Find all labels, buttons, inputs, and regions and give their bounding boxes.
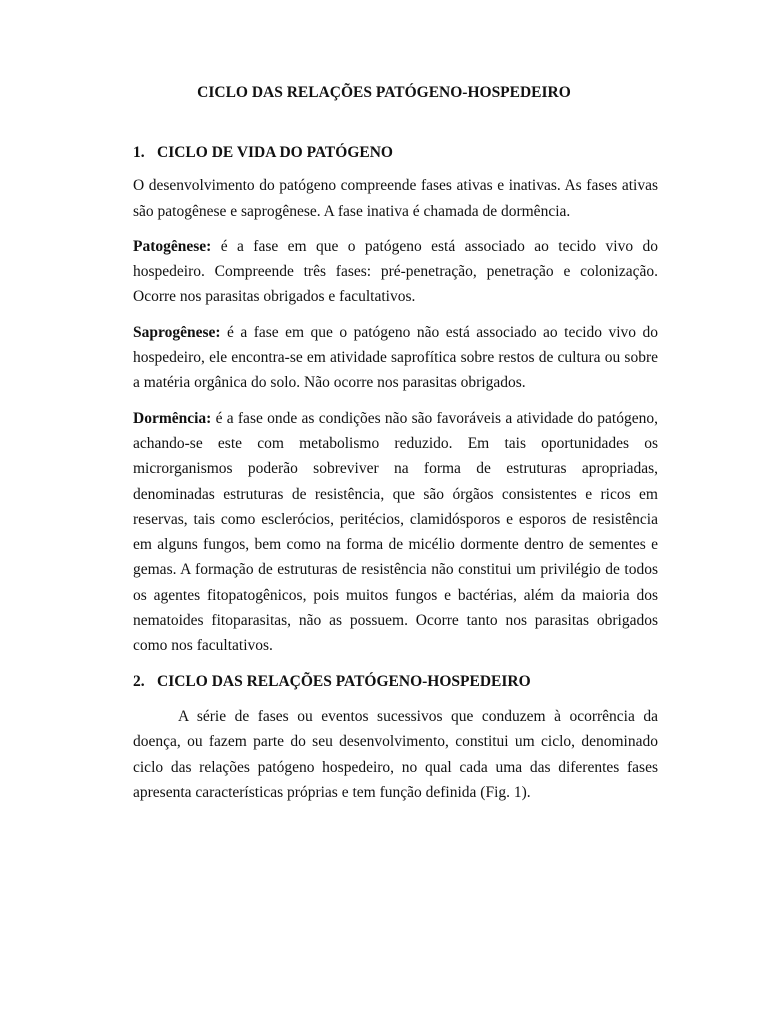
section-1-title: CICLO DE VIDA DO PATÓGENO bbox=[157, 144, 393, 161]
section-1-heading bbox=[133, 140, 658, 165]
saprogenese-paragraph bbox=[133, 320, 658, 396]
dormencia-term: Dormência: bbox=[133, 409, 212, 427]
patogenese-paragraph bbox=[133, 234, 658, 310]
section-2-title: CICLO DAS RELAÇÕES PATÓGENO-HOSPEDEIRO bbox=[157, 672, 531, 690]
patogenese-text: é a fase em que o patógeno está associado ao tecido vivo do hospedeiro. Compreende três fases: pré-penetração, penetração e colonização. Ocorre nos parasitas obrigados e facultativos. bbox=[133, 237, 658, 306]
dormencia-text: é a fase onde as condições não são favoráveis a atividade do patógeno, achando-se este com metabolismo reduzido. Em tais oportunidades os microrganismos poderão sobreviver na forma de estruturas apropriadas, denominadas estruturas de resistência, que são órgãos consistentes e ricos em reservas, tais como esclerócios, peritécios, clamidósporos e esporos de resistência em alguns fungos, bem como na forma de micélio dormente dentro de sementes e gemas. A formação de estruturas de resistência não constitui um privilégio de todos os agentes fitopatogênicos, pois muitos fungos e bactérias, além da maioria dos nematoides fitoparasitas, não as possuem. Ocorre tanto nos parasitas obrigados como nos facultativos. bbox=[133, 409, 658, 655]
section-1-number: 1. bbox=[133, 144, 145, 161]
patogenese-term: Patogênese: bbox=[133, 237, 212, 255]
document-body bbox=[133, 140, 658, 815]
saprogenese-term: Saprogênese: bbox=[133, 323, 221, 341]
section-2-number: 2. bbox=[133, 672, 145, 690]
dormencia-paragraph bbox=[133, 406, 658, 659]
intro-paragraph: O desenvolvimento do patógeno compreende fases ativas e inativas. As fases ativas são patogênese e saprogênese. A fase inativa é chamada de dormência. bbox=[133, 177, 658, 220]
saprogenese-text: é a fase em que o patógeno não está associado ao tecido vivo do hospedeiro, ele encontra-se em atividade saprofítica sobre restos de cultura ou sobre a matéria orgânica do solo. Não ocorre nos parasitas obrigados. bbox=[133, 323, 658, 392]
section-2-paragraph: A série de fases ou eventos sucessivos que conduzem à ocorrência da doença, ou fazem parte do seu desenvolvimento, constitui um ciclo, denominado ciclo das relações patógeno hospedeiro, no qual cada uma das diferentes fases apresenta características próprias e tem função definida (Fig. 1). bbox=[133, 707, 658, 801]
section-2-heading bbox=[133, 669, 658, 694]
document-title: CICLO DAS RELAÇÕES PATÓGENO-HOSPEDEIRO bbox=[197, 84, 571, 101]
